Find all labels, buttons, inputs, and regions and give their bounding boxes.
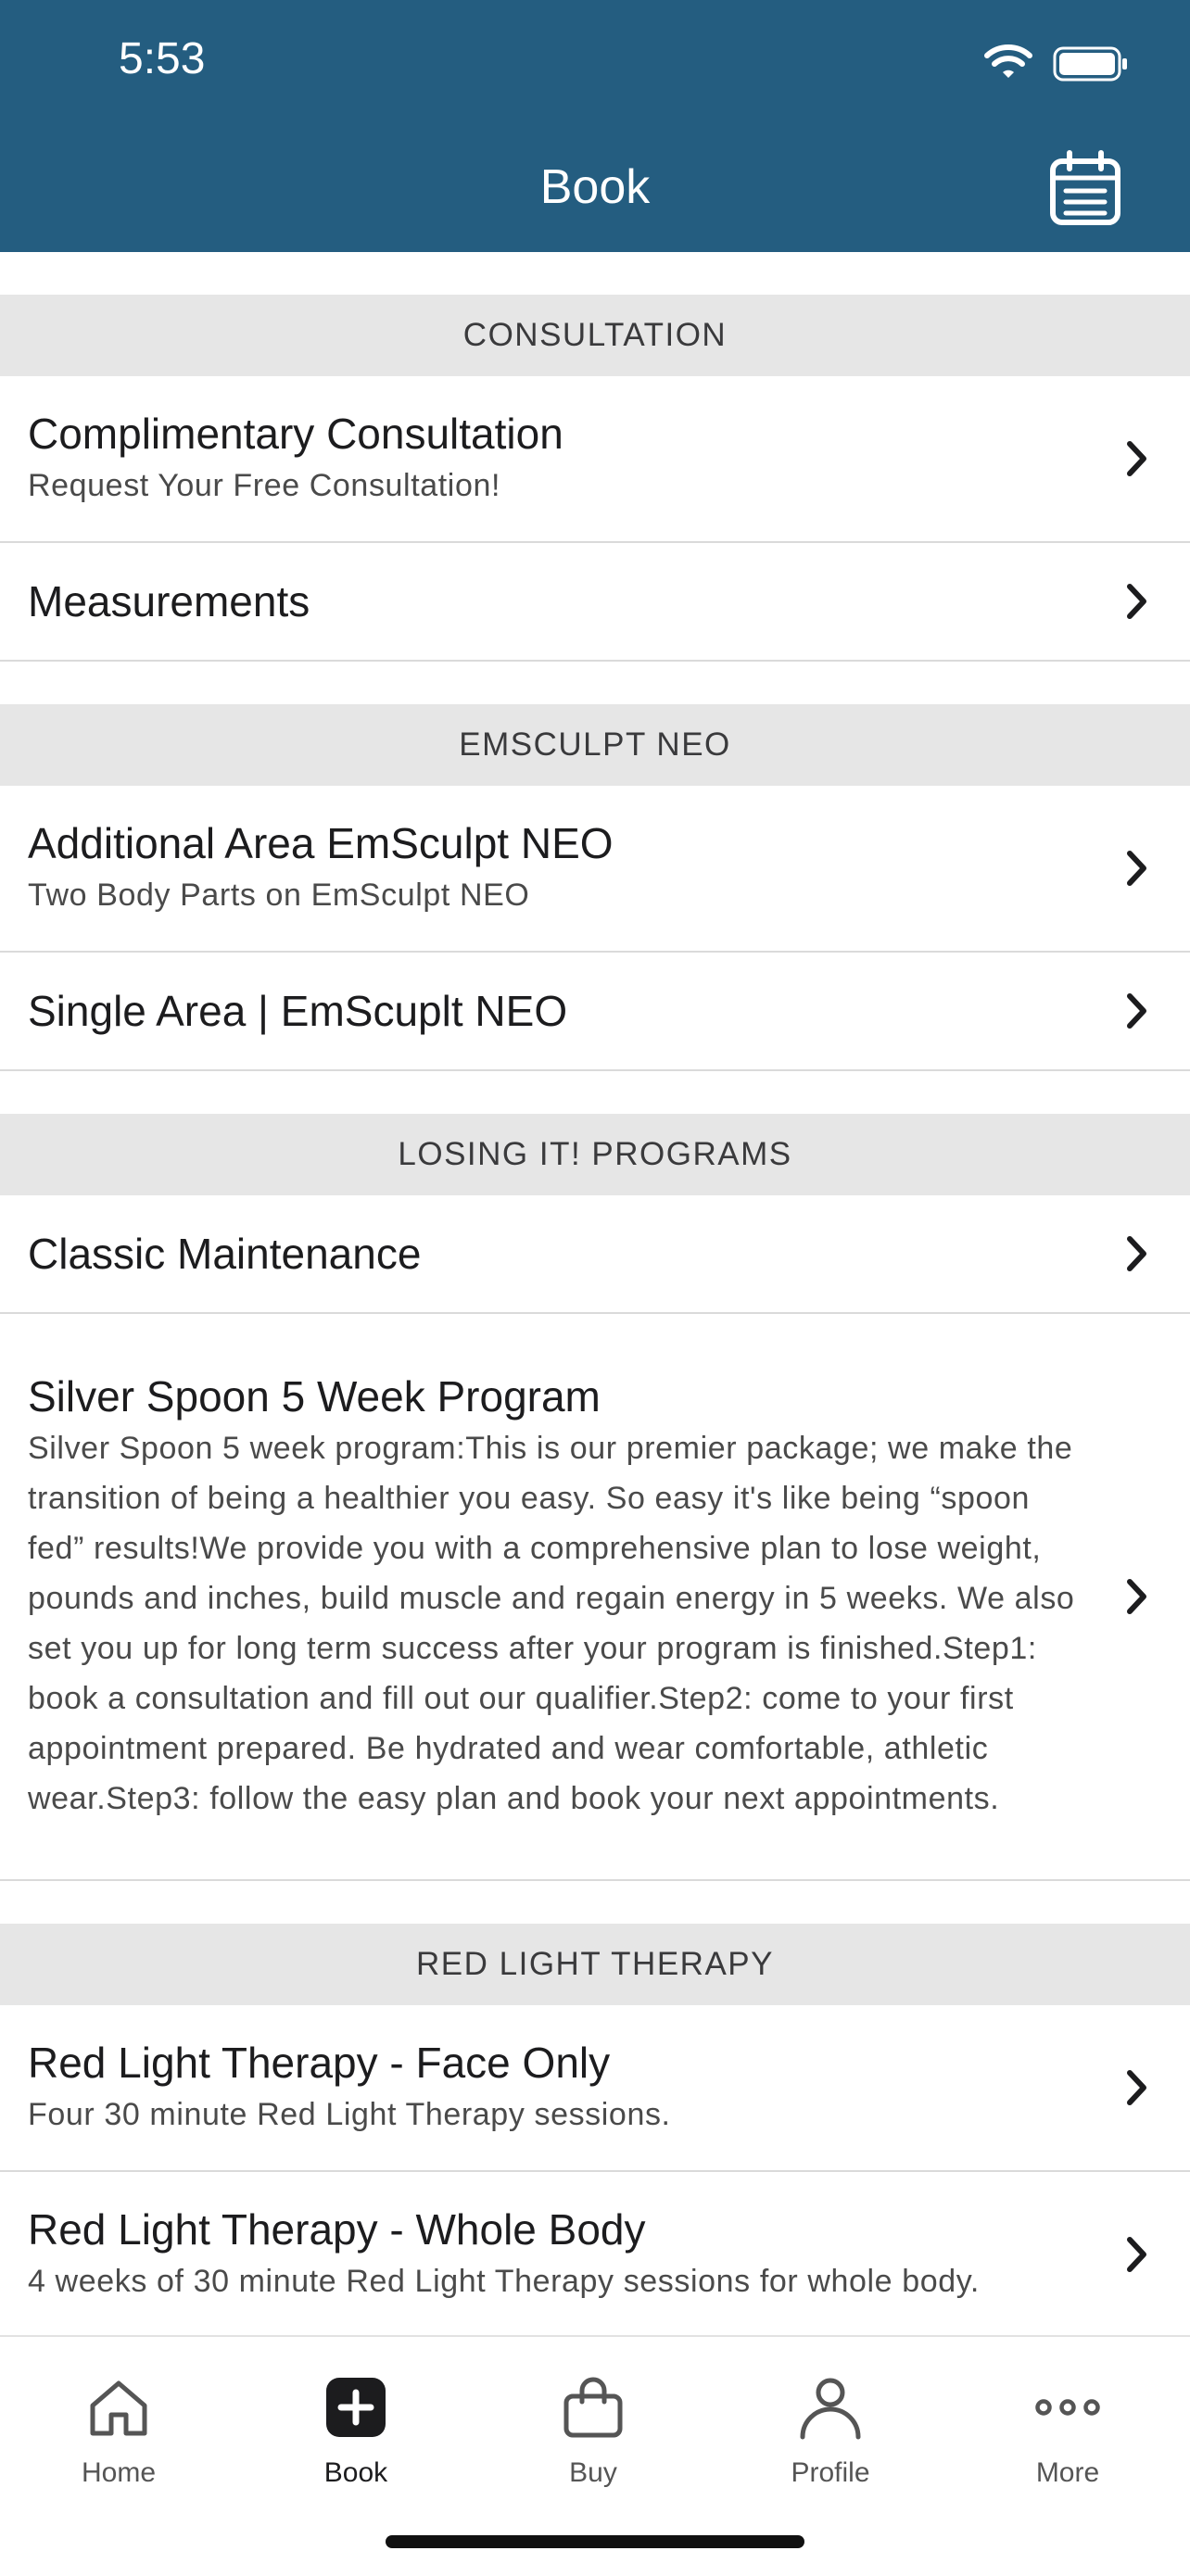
status-bar [0,0,1190,122]
section-header-emsculpt: EMSCULPT NEO [0,704,1190,786]
tab-home[interactable] [0,2355,237,2513]
list-item[interactable] [0,786,1190,953]
item-subtitle: Two Body Parts on EmSculpt NEO [28,878,530,913]
list-item[interactable] [0,2172,1190,2335]
home-indicator[interactable] [386,2535,804,2548]
shopping-bag-icon [560,2374,627,2441]
item-subtitle: Silver Spoon 5 week program:This is our premier package; we make the transition of being a healthier you easy. So easy it's like being “spoon fed” results!We provide you with a comprehensive plan to lose weight, pounds and inches, build muscle and regain energy in 5 weeks. We also set you up for long term success after your program is finished.Step1: book a consultation and fill out our qualifier.Step2: come to your first appointment prepared. Be hydrated and wear comfortable, athletic wear.Step3: follow the easy plan and book your next appointments. [28,1431,1075,1816]
battery-icon [1053,46,1129,82]
item-title: Complimentary Consultation [28,410,563,458]
chevron-right-icon [1125,1234,1149,1273]
list-item[interactable] [0,1314,1190,1881]
chevron-right-icon [1125,1577,1149,1616]
list-item[interactable] [0,2005,1190,2172]
page-title: Book [539,160,651,214]
item-title: Single Area | EmScuplt NEO [28,987,568,1035]
tab-buy[interactable] [475,2355,712,2513]
person-icon [797,2374,864,2441]
chevron-right-icon [1125,2068,1149,2107]
item-title: Red Light Therapy - Face Only [28,2039,611,2087]
calendar-icon[interactable] [1049,150,1121,226]
chevron-right-icon [1125,991,1149,1030]
section-header-red-light: RED LIGHT THERAPY [0,1924,1190,2005]
tab-profile[interactable] [712,2355,949,2513]
item-title: Measurements [28,577,310,625]
list-item[interactable] [0,543,1190,662]
section-header-consultation: CONSULTATION [0,295,1190,376]
tab-label: More [1035,2457,1100,2488]
list-item[interactable] [0,953,1190,1071]
tab-label: Book [323,2457,388,2488]
plus-square-icon [323,2374,389,2441]
chevron-right-icon [1125,849,1149,888]
item-title: Additional Area EmSculpt NEO [28,819,614,867]
tab-label: Buy [569,2457,617,2488]
tab-label: Home [81,2457,157,2488]
list-item[interactable] [0,1195,1190,1314]
tab-label: Profile [791,2457,870,2488]
item-title: Red Light Therapy - Whole Body [28,2205,646,2254]
status-time: 5:53 [119,34,206,83]
section-header-losing-it: LOSING IT! PROGRAMS [0,1114,1190,1195]
tab-more[interactable] [949,2355,1186,2513]
chevron-right-icon [1125,582,1149,621]
chevron-right-icon [1125,2235,1149,2274]
nav-bar [0,122,1190,252]
item-title: Silver Spoon 5 Week Program [28,1372,601,1421]
item-subtitle: Four 30 minute Red Light Therapy sessions. [28,2097,671,2132]
item-subtitle: 4 weeks of 30 minute Red Light Therapy sessions for whole body. [28,2264,980,2299]
wifi-icon [984,43,1032,80]
item-subtitle: Request Your Free Consultation! [28,468,501,503]
service-list [0,252,1190,2335]
tab-book[interactable] [237,2355,475,2513]
chevron-right-icon [1125,439,1149,478]
more-dots-icon [1034,2374,1101,2441]
list-item[interactable] [0,376,1190,543]
item-title: Classic Maintenance [28,1230,422,1278]
home-icon [85,2374,152,2441]
